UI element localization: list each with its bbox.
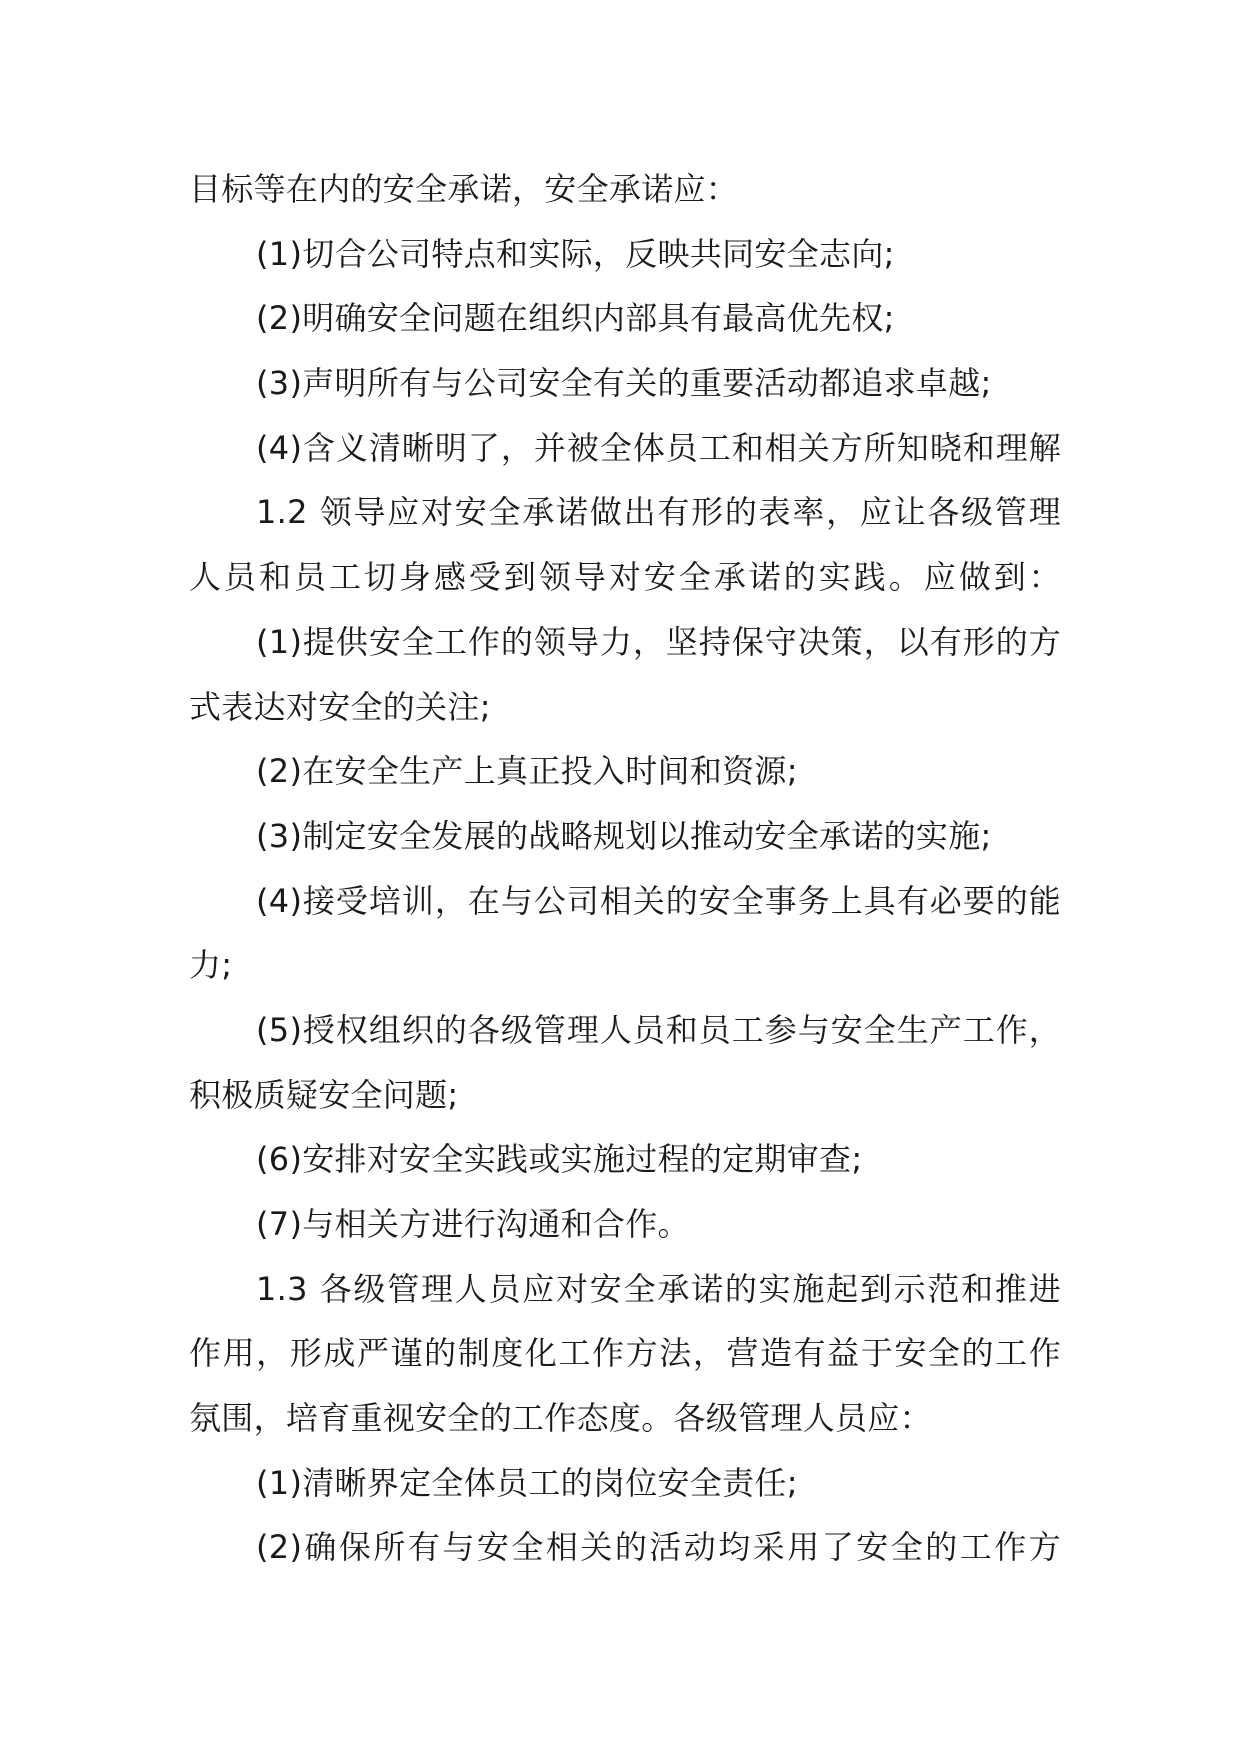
- text-line: (3)声明所有与公司安全有关的重要活动都追求卓越;: [256, 364, 992, 403]
- text-line: (2)确保所有与安全相关的活动均采用了安全的工作方: [256, 1528, 1061, 1567]
- text-line: 积极质疑安全问题;: [189, 1075, 459, 1114]
- text-line: 目标等在内的安全承诺，安全承诺应：: [189, 170, 739, 208]
- text-line: (7)与相关方进行沟通和合作。: [256, 1205, 690, 1243]
- text-line: (2)明确安全问题在组织内部具有最高优先权;: [256, 299, 895, 338]
- text-line: (1)切合公司特点和实际，反映共同安全志向;: [256, 234, 895, 273]
- text-line: 1.2 领导应对安全承诺做出有形的表率，应让各级管理: [256, 493, 1061, 532]
- text-line: 人员和员工切身感受到领导对安全承诺的实践。应做到：: [189, 558, 1061, 597]
- text-line: (1)提供安全工作的领导力，坚持保守决策，以有形的方: [256, 622, 1061, 661]
- text-line: 式表达对安全的关注;: [189, 687, 491, 726]
- text-line: 1.3 各级管理人员应对安全承诺的实施起到示范和推进: [256, 1269, 1061, 1308]
- text-line: (5)授权组织的各级管理人员和员工参与安全生产工作，: [256, 1010, 1061, 1049]
- text-line: (3)制定安全发展的战略规划以推动安全承诺的实施;: [256, 816, 992, 855]
- document-body: [189, 157, 1061, 1580]
- text-line: 力;: [189, 946, 233, 985]
- text-line: (4)接受培训，在与公司相关的安全事务上具有必要的能: [256, 881, 1061, 920]
- text-line: (1)清晰界定全体员工的岗位安全责任;: [256, 1463, 798, 1502]
- text-line: 作用，形成严谨的制度化工作方法，营造有益于安全的工作: [189, 1334, 1061, 1373]
- text-line: 氛围，培育重视安全的工作态度。各级管理人员应：: [189, 1399, 932, 1438]
- text-line: (2)在安全生产上真正投入时间和资源;: [256, 752, 798, 791]
- text-line: (4)含义清晰明了，并被全体员工和相关方所知晓和理解: [256, 428, 1061, 467]
- text-line: (6)安排对安全实践或实施过程的定期审查;: [256, 1140, 863, 1179]
